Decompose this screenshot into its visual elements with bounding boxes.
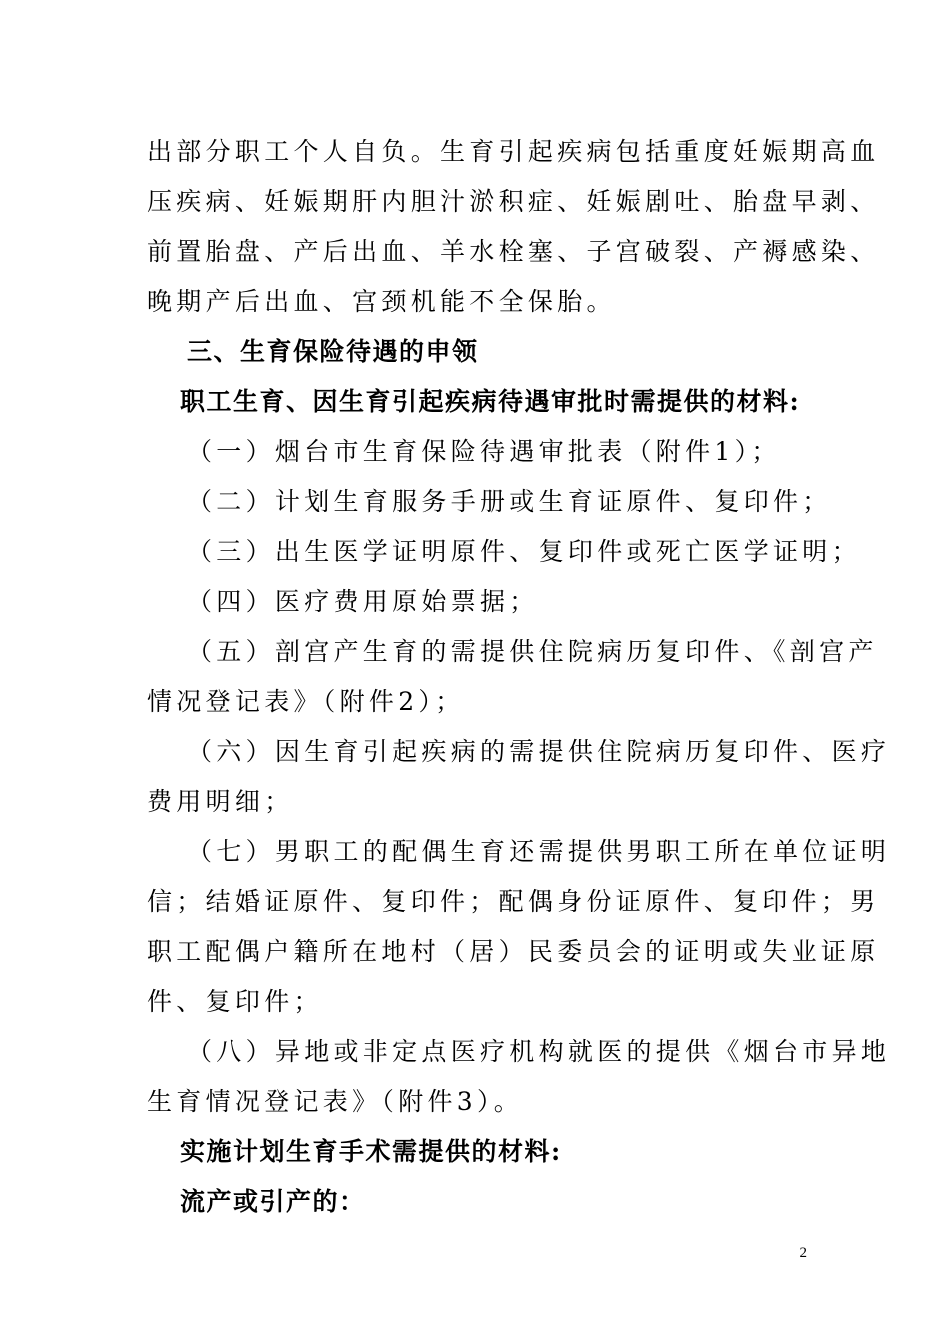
section-heading: 三、生育保险待遇的申领 [187,337,479,366]
list-item-continuation: 信；结婚证原件、复印件；配偶身份证原件、复印件；男 [147,887,880,916]
subheading: 实施计划生育手术需提供的材料: [180,1137,562,1166]
list-item: （三）出生医学证明原件、复印件或死亡医学证明； [187,537,861,566]
list-item: （四）医疗费用原始票据； [187,587,539,616]
paragraph-line: 前置胎盘、产后出血、羊水栓塞、子宫破裂、产褥感染、 [147,237,880,266]
list-item-continuation: 件、复印件； [147,987,323,1016]
paragraph-line: 晚期产后出血、宫颈机能不全保胎。 [147,287,616,316]
paragraph-line: 压疾病、妊娠期肝内胆汁淤积症、妊娠剧吐、胎盘早剥、 [147,187,880,216]
page-number: 2 [799,1245,807,1261]
list-item: （七）男职工的配偶生育还需提供男职工所在单位证明 [187,837,891,866]
list-item: （八）异地或非定点医疗机构就医的提供《烟台市异地 [187,1037,891,1066]
list-item-continuation: 职工配偶户籍所在地村（居）民委员会的证明或失业证原 [147,937,880,966]
list-item-continuation: 生育情况登记表》（附件3）。 [147,1087,524,1116]
paragraph-line: 出部分职工个人自负。生育引起疾病包括重度妊娠期高血 [147,137,880,166]
list-item-continuation: 情况登记表》（附件2）； [147,687,465,716]
list-item: （六）因生育引起疾病的需提供住院病历复印件、医疗 [187,737,891,766]
subheading: 职工生育、因生育引起疾病待遇审批时需提供的材料: [180,387,801,416]
subheading: 流产或引产的： [180,1187,366,1216]
list-item: （五）剖宫产生育的需提供住院病历复印件、《剖宫产 [187,637,878,666]
list-item-continuation: 费用明细； [147,787,294,816]
list-item: （一）烟台市生育保险待遇审批表（附件1）； [187,437,781,466]
list-item: （二）计划生育服务手册或生育证原件、复印件； [187,487,832,516]
